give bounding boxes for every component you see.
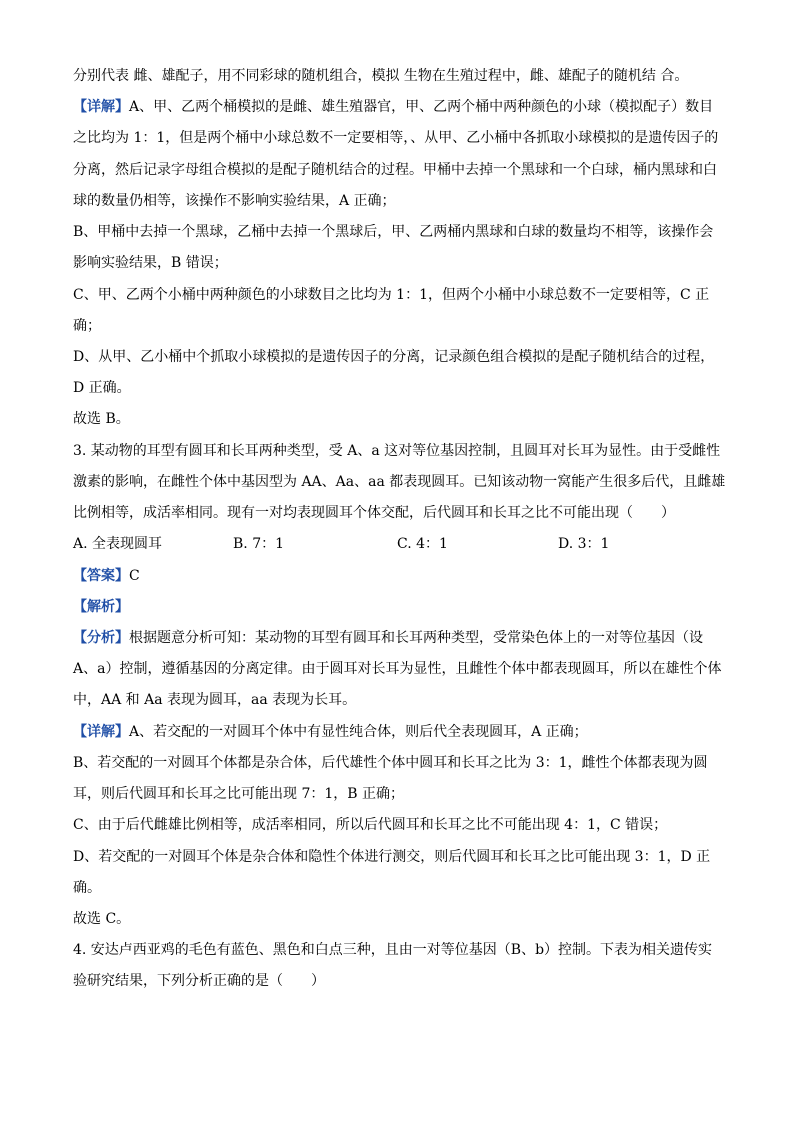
- answer-bracket: 【答案】: [73, 568, 129, 584]
- text-line: 球的数量仍相等，该操作不影响实验结果，A 正确；: [73, 193, 396, 209]
- answer-value: C: [129, 568, 140, 584]
- detail-bracket: 【详解】: [73, 724, 129, 740]
- answer-line: [73, 566, 733, 586]
- analysis-heading: [73, 597, 733, 617]
- text-line: C、甲、乙两个小桶中两种颜色的小球数目之比均为 1：1，但两个小桶中小球总数不一定要相等，C 正: [73, 287, 710, 303]
- option-c: C. 4：1: [397, 536, 448, 552]
- text-line: 耳，则后代圆耳和长耳之比可能出现 7：1，B 正确；: [73, 786, 405, 802]
- text-line: 之比均为 1：1，但是两个桶中小球总数不一定要相等，、从甲、乙小桶中各抓取小球模拟的是遗传因子的: [73, 130, 719, 146]
- option-b: B. 7：1: [233, 536, 285, 552]
- text-line: D 正确。: [73, 380, 131, 396]
- text-line: 影响实验结果，B 错误；: [73, 255, 228, 271]
- text-line: [73, 97, 733, 117]
- analysis-bracket: 【解析】: [73, 599, 129, 615]
- question-line: 验研究结果，下列分析正确的是（ ）: [73, 973, 325, 989]
- question-line: 4. 安达卢西亚鸡的毛色有蓝色、黑色和白点三种，且由一对等位基因（B、b）控制。下表为相关遗传实: [73, 942, 713, 958]
- question-line: 激素的影响，在雌性个体中基因型为 AA、Aa、aa 都表现圆耳。已知该动物一窝能产生很多后代，且雌雄: [73, 474, 726, 490]
- text-line: 分离，然后记录字母组合模拟的是配子随机结合的过程。甲桶中去掉一个黑球和一个白球，桶内黑球和白: [73, 162, 717, 178]
- text-line: B、若交配的一对圆耳个体都是杂合体，后代雄性个体中圆耳和长耳之比为 3：1，雌性个体都表现为圆: [73, 755, 708, 771]
- text-line: D、若交配的一对圆耳个体是杂合体和隐性个体进行测交，则后代圆耳和长耳之比可能出现 3：1，D 正: [73, 849, 711, 865]
- fenxi-bracket: 【分析】: [73, 630, 129, 646]
- text-line: 中，AA 和 Aa 表现为圆耳，aa 表现为长耳。: [73, 692, 357, 708]
- option-d: D. 3：1: [558, 536, 610, 552]
- detail-bracket: 【详解】: [73, 99, 129, 115]
- text-line: 确；: [73, 318, 101, 334]
- text-line: 确。: [73, 880, 101, 896]
- text-line: 故选 B。: [73, 411, 130, 427]
- option-a: A. 全表现圆耳: [73, 536, 163, 552]
- text-line: C、由于后代雌雄比例相等，成活率相同，所以后代圆耳和长耳之比不可能出现 4：1，C 错误；: [73, 817, 668, 833]
- question-line: 比例相等，成活率相同。现有一对均表现圆耳个体交配，后代圆耳和长耳之比不可能出现（ ）: [73, 505, 675, 521]
- text-line: 分别代表 雌、雄配子，用不同彩球的随机组合，模拟 生物在生殖过程中，雌、雄配子的随机结 合。: [73, 68, 689, 84]
- text-line: [73, 628, 733, 648]
- text-line: [73, 722, 733, 742]
- question-line: 3. 某动物的耳型有圆耳和长耳两种类型，受 A、a 这对等位基因控制，且圆耳对长耳为显性。由于受雌性: [73, 443, 721, 459]
- text-line: B、甲桶中去掉一个黑球，乙桶中去掉一个黑球后，甲、乙两桶内黑球和白球的数量均不相等，该操作会: [73, 224, 714, 240]
- text-line: D、从甲、乙小桶中个抓取小球模拟的是遗传因子的分离，记录颜色组合模拟的是配子随机结合的过程，: [73, 349, 715, 365]
- text-span: A、若交配的一对圆耳个体中有显性纯合体，则后代全表现圆耳，A 正确；: [129, 724, 588, 740]
- text-line: A、a）控制，遵循基因的分离定律。由于圆耳对长耳为显性，且雌性个体中都表现圆耳，所以在雄性个体: [73, 661, 722, 677]
- text-span: 根据题意分析可知：某动物的耳型有圆耳和长耳两种类型，受常染色体上的一对等位基因（设: [129, 630, 703, 646]
- text-span: A、甲、乙两个桶模拟的是雌、雄生殖器官，甲、乙两个桶中两种颜色的小球（模拟配子）数目: [129, 99, 714, 115]
- text-line: 故选 C。: [73, 911, 131, 927]
